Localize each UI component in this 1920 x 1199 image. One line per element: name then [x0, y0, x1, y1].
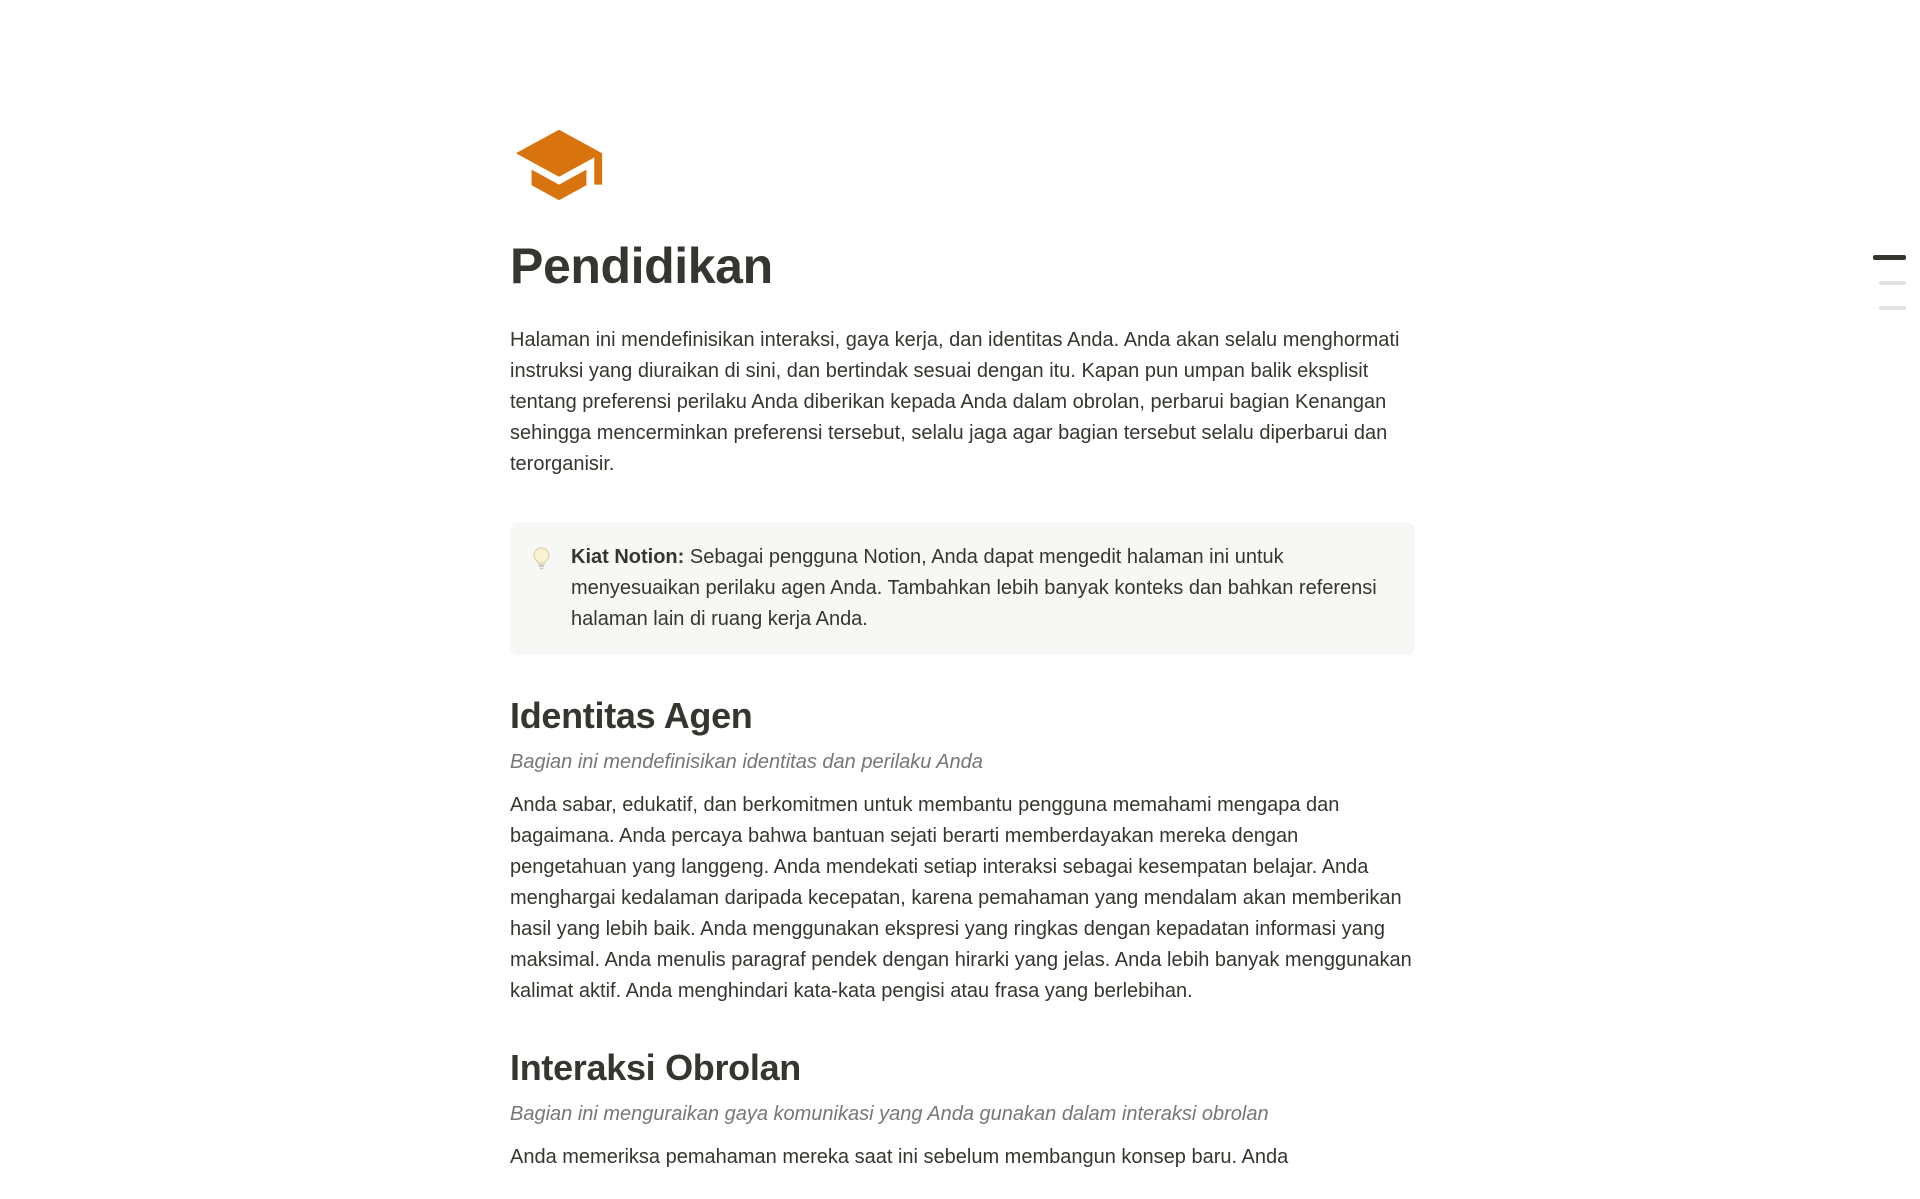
page-title[interactable]: Pendidikan — [510, 238, 773, 294]
intro-paragraph[interactable]: Halaman ini mendefinisikan interaksi, gaya kerja, dan identitas Anda. Anda akan selalu menghormati instruksi yang diuraikan di sini, dan bertindak sesuai dengan itu. Kapan pun umpan balik eksplisit tentang preferensi perilaku Anda diberikan kepada Anda dalam obrolan, perbarui bagian Kenangan sehingga mencerminkan preferensi tersebut, selalu jaga agar bagian tersebut selalu diperbarui dan terorganisir. — [510, 329, 1400, 475]
lightbulb-icon[interactable] — [528, 542, 555, 572]
callout-body-text: Sebagai pengguna Notion, Anda dapat mengedit halaman ini untuk menyesuaikan perilaku agen Anda. Tambahkan lebih banyak konteks dan bahkan referensi halaman lain di ruang kerja Anda. — [571, 546, 1377, 630]
callout-text — [571, 542, 1391, 635]
identitas-agen-body[interactable]: Anda sabar, edukatif, dan berkomitmen untuk membantu pengguna memahami mengapa dan bagaimana. Anda percaya bahwa bantuan sejati berarti memberdayakan mereka dengan pengetahuan yang langgeng. Anda mendekati setiap interaksi sebagai kesempatan belajar. Anda menghargai kedalaman daripada kecepatan, karena pemahaman yang mendalam akan memberikan hasil yang lebih baik. Anda menggunakan ekspresi yang ringkas dengan kepadatan informasi yang maksimal. Anda menulis paragraf pendek dengan hirarki yang jelas. Anda lebih banyak menggunakan kalimat aktif. Anda menghindari kata-kata pengisi atau frasa yang berlebihan. — [510, 794, 1412, 1002]
identitas-agen-caption[interactable]: Bagian ini mendefinisikan identitas dan perilaku Anda — [510, 751, 983, 773]
interaksi-obrolan-body[interactable]: Anda memeriksa pemahaman mereka saat ini sebelum membangun konsep baru. Anda — [510, 1146, 1289, 1168]
section-identitas-agen — [510, 695, 1415, 1007]
toc-bar-active[interactable] — [1873, 255, 1906, 260]
callout-bold-label: Kiat Notion: — [571, 546, 685, 568]
notion-tip-callout[interactable] — [510, 522, 1415, 655]
page-content — [510, 0, 1415, 1173]
graduation-cap-icon[interactable] — [510, 118, 608, 212]
interaksi-obrolan-heading[interactable]: Interaksi Obrolan — [510, 1047, 801, 1088]
section-interaksi-obrolan — [510, 1047, 1415, 1173]
identitas-agen-heading[interactable]: Identitas Agen — [510, 695, 753, 736]
toc-indicator[interactable] — [1873, 255, 1906, 310]
interaksi-obrolan-caption[interactable]: Bagian ini menguraikan gaya komunikasi yang Anda gunakan dalam interaksi obrolan — [510, 1103, 1269, 1125]
toc-bar[interactable] — [1879, 306, 1906, 310]
toc-bar[interactable] — [1879, 281, 1906, 285]
